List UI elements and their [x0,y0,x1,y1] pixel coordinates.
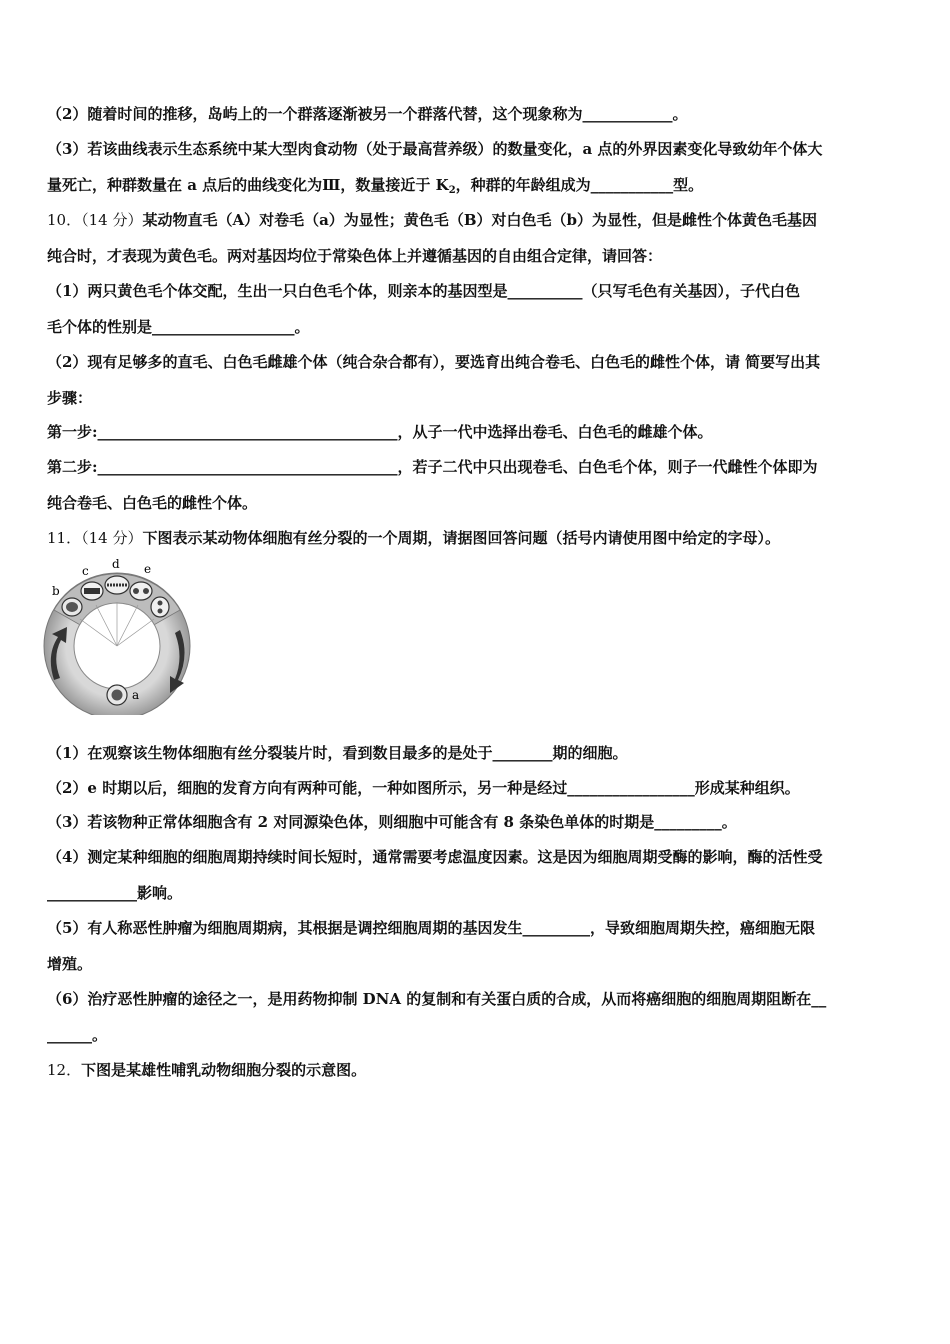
line-q9-2: （2）随着时间的推移，岛屿上的一个群落逐渐被另一个群落代替，这个现象称为____________。 [47,105,688,123]
cell-c [81,582,103,600]
question-11-part6: （6）治疗恶性肿瘤的途径之一，是用药物抑制 DNA 的复制和有关蛋白质的合成，从而将癌细胞的细胞周期阻断在__ [47,990,827,1008]
label-c: c [82,564,89,578]
label-d: d [112,557,120,571]
question-number: 12． [47,1061,82,1079]
cell-b [62,598,82,616]
question-11-part3: （3）若该物种正常体细胞含有 2 对同源染色体，则细胞中可能含有 8 条染色单体的时期是_________。 [47,813,737,831]
question-10-stem [47,210,817,230]
line-q9-3a: （3）若该曲线表示生态系统中某大型肉食动物（处于最高营养级）的数量变化，a 点的外界因素变化导致幼年个体大 [47,140,823,158]
cell-e-daughters [151,597,169,617]
cell-cycle-diagram [40,555,200,715]
question-11-part1: （1）在观察该生物体细胞有丝分裂装片时，看到数目最多的是处于________期的细胞。 [47,744,628,762]
label-b: b [52,584,60,598]
line-q9-3b [47,175,703,195]
question-10-part2-cont: 步骤： [47,389,93,407]
label-e: e [144,562,152,576]
question-11-part4: （4）测定某种细胞的细胞周期持续时间长短时，通常需要考虑温度因素。这是因为细胞周期受酶的影响，酶的活性受 [47,848,823,866]
subscript: 2 [448,185,456,196]
text: 某动物直毛（A）对卷毛（a）为显性；黄色毛（B）对白色毛（b）为显性，但是雌性个体黄色毛基因 [142,211,817,229]
question-10-stem-cont: 纯合时，才表现为黄色毛。两对基因均位于常染色体上并遵循基因的自由组合定律，请回答： [47,247,663,265]
text: 下图是某雄性哺乳动物细胞分裂的示意图。 [81,1061,367,1079]
cell-d [105,576,129,594]
cell-a [107,685,127,705]
question-10-step2: 第二步:________________________________________，若子二代中只出现卷毛、白色毛个体，则子一代雌性个体即为 [47,458,818,476]
question-10-part2: （2）现有足够多的直毛、白色毛雌雄个体（纯合杂合都有），要选育出纯合卷毛、白色毛的雌性个体，请 简要写出其 [47,353,821,371]
question-11-part5: （5）有人称恶性肿瘤为细胞周期病，其根据是调控细胞周期的基因发生_________，导致细胞周期失控，癌细胞无限 [47,919,815,937]
question-11-part5-cont: 增殖。 [47,955,93,973]
question-11-stem [47,528,780,548]
question-10-part1-cont: 毛个体的性别是___________________。 [47,318,310,336]
text: 量死亡，种群数量在 a 点后的曲线变化为Ⅲ，数量接近于 K [47,176,449,194]
label-a: a [132,688,140,702]
cell-e-dividing [130,582,152,600]
question-10-part1: （1）两只黄色毛个体交配，生出一只白色毛个体，则亲本的基因型是__________（只写毛色有关基因），子代白色 [47,282,800,300]
text: 下图表示某动物体细胞有丝分裂的一个周期，请据图回答问题（括号内请使用图中给定的字母）。 [142,529,780,547]
question-12-stem [47,1060,366,1080]
question-11-part6-cont: ______。 [47,1026,108,1044]
question-10-step2-cont: 纯合卷毛、白色毛的雌性个体。 [47,494,258,512]
question-10-step1: 第一步:________________________________________，从子一代中选择出卷毛、白色毛的雌雄个体。 [47,423,713,441]
question-11-part4-cont: ____________影响。 [47,884,183,902]
question-11-part2: （2）e 时期以后，细胞的发育方向有两种可能，一种如图所示，另一种是经过_________________形成某种组织。 [47,779,800,797]
question-number: 10．（14 分） [47,211,143,229]
question-number: 11．（14 分） [47,529,143,547]
text: ，种群的年龄组成为___________型。 [455,176,704,194]
